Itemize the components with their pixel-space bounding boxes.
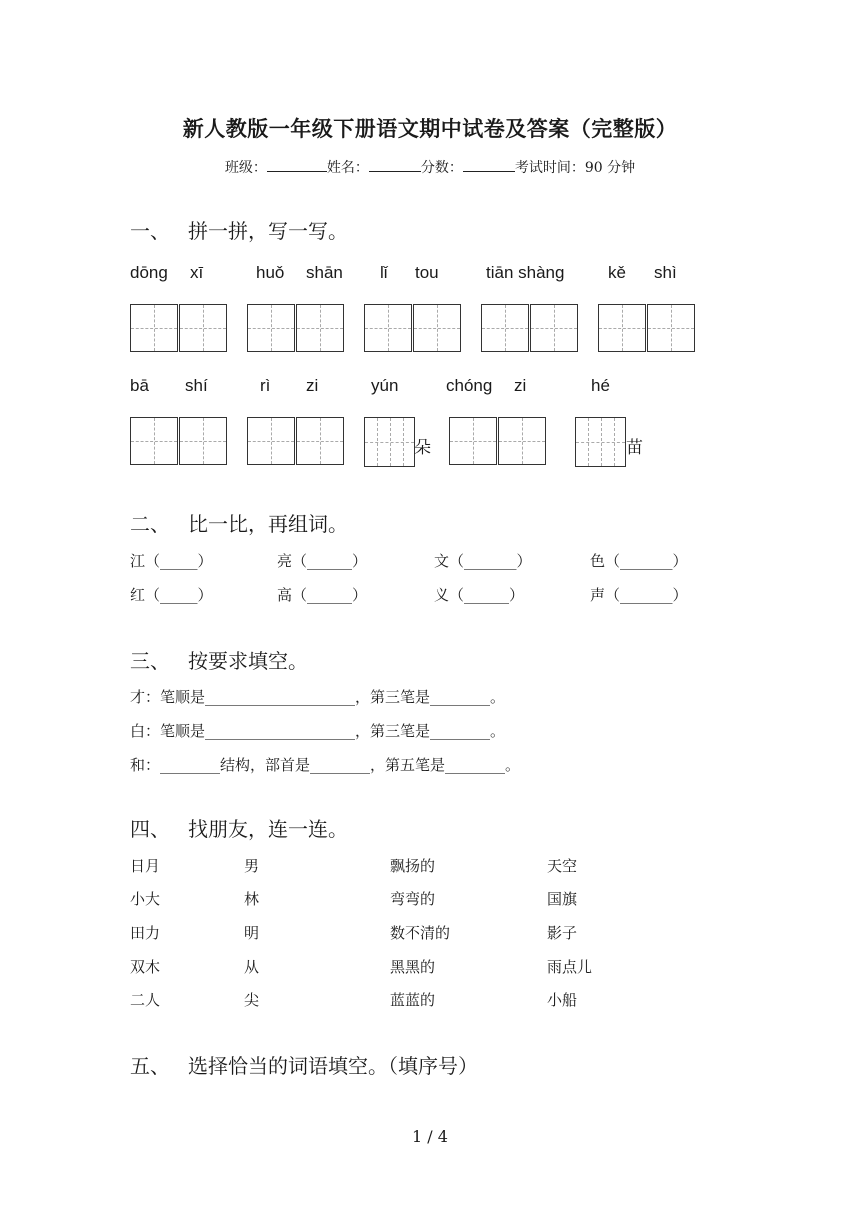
section-2-heading <box>130 508 348 537</box>
match-item[interactable]: 日月 <box>130 857 161 875</box>
match-item[interactable]: 弯弯的 <box>390 890 436 908</box>
pinyin: chóng <box>446 376 493 395</box>
pinyin: bā <box>130 376 149 395</box>
pinyin: shí <box>185 376 208 395</box>
pinyin: yún <box>371 376 399 395</box>
writing-box-pair[interactable] <box>364 304 464 354</box>
score-blank <box>463 157 515 172</box>
writing-box-pair[interactable] <box>449 417 549 467</box>
tianzige-box[interactable] <box>449 417 497 465</box>
match-item[interactable]: 黑黑的 <box>390 958 436 976</box>
match-item[interactable]: 小大 <box>130 890 161 908</box>
section-4-heading <box>130 813 348 842</box>
word-blank[interactable]: 色（_______） <box>590 552 688 570</box>
pinyin: huǒ <box>256 263 285 282</box>
tianzige-box[interactable] <box>130 304 178 352</box>
word-blank[interactable]: 红（_____） <box>130 586 213 604</box>
match-item[interactable]: 尖 <box>244 991 260 1009</box>
word-blank[interactable]: 亮（______） <box>277 552 368 570</box>
match-item[interactable]: 二人 <box>130 991 161 1009</box>
pinyin: shì <box>654 263 677 282</box>
name-label: 姓名： <box>326 160 369 176</box>
pinyin: shān <box>306 263 343 282</box>
section-1-heading <box>130 215 348 244</box>
match-item[interactable]: 蓝蓝的 <box>390 991 436 1009</box>
section-number: 四、 <box>130 817 170 841</box>
section-title: 拼一拼，写一写。 <box>188 219 348 243</box>
match-item[interactable]: 田力 <box>130 924 161 942</box>
pinyin: hé <box>591 376 610 395</box>
pinyin: kě <box>608 263 626 282</box>
writing-box-pair[interactable] <box>481 304 581 354</box>
tianzige-box[interactable] <box>481 304 529 352</box>
word-blank[interactable]: 义（______） <box>434 586 525 604</box>
match-item[interactable]: 男 <box>244 857 260 875</box>
match-item[interactable]: 飘扬的 <box>390 857 436 875</box>
section-5-heading <box>130 1050 478 1079</box>
section-number: 一、 <box>130 219 170 243</box>
pinyin: tiān shàng <box>486 263 565 282</box>
match-item[interactable]: 数不清的 <box>390 924 451 942</box>
section-number: 二、 <box>130 512 170 536</box>
tianzige-box[interactable] <box>296 304 344 352</box>
tianzige-box[interactable] <box>179 304 227 352</box>
match-item[interactable]: 国旗 <box>547 890 578 908</box>
given-character: 苗 <box>626 438 643 458</box>
fill-line[interactable]: 才：笔顺是____________________，第三笔是________。 <box>130 688 506 706</box>
pinyin: zi <box>514 376 527 395</box>
match-item[interactable]: 天空 <box>547 857 578 875</box>
section-number: 五、 <box>130 1054 170 1078</box>
writing-box-pair[interactable] <box>247 417 347 467</box>
section-title: 比一比，再组词。 <box>188 512 348 536</box>
word-blank[interactable]: 高（______） <box>277 586 368 604</box>
page-number: 1 / 4 <box>412 1127 448 1146</box>
pinyin: xī <box>190 263 204 282</box>
class-blank <box>267 157 327 172</box>
fill-line[interactable]: 和：________结构，部首是________，第五笔是________。 <box>130 756 521 774</box>
pinyin: rì <box>260 376 271 395</box>
given-character: 朵 <box>414 438 431 458</box>
section-number: 三、 <box>130 649 170 673</box>
tianzige-box[interactable] <box>647 304 695 352</box>
word-blank[interactable]: 文（_______） <box>434 552 532 570</box>
pinyin: dōng <box>130 263 168 282</box>
pinyin: tou <box>415 263 439 282</box>
tianzige-box[interactable] <box>598 304 646 352</box>
match-item[interactable]: 双木 <box>130 958 161 976</box>
tianzige-box[interactable] <box>498 417 546 465</box>
writing-box-pair[interactable] <box>130 304 230 354</box>
fill-line[interactable]: 白：笔顺是____________________，第三笔是________。 <box>130 722 506 740</box>
section-title: 选择恰当的词语填空。（填序号） <box>188 1054 478 1078</box>
page-title: 新人教版一年级下册语文期中试卷及答案（完整版） <box>182 116 678 141</box>
time-label: 考试时间：90 分钟 <box>514 160 636 176</box>
pinyin: zi <box>306 376 319 395</box>
tianzige-box[interactable] <box>130 417 178 465</box>
writing-box-pair[interactable] <box>598 304 698 354</box>
tianzige-box[interactable] <box>296 417 344 465</box>
tianzige-box[interactable] <box>179 417 227 465</box>
match-item[interactable]: 从 <box>244 958 260 976</box>
tianzige-box[interactable] <box>247 417 295 465</box>
match-item[interactable]: 明 <box>244 924 260 942</box>
match-item[interactable]: 影子 <box>547 924 578 942</box>
score-label: 分数： <box>420 160 463 176</box>
section-title: 找朋友，连一连。 <box>188 817 348 841</box>
tianzige-box[interactable] <box>530 304 578 352</box>
tianzige-box[interactable] <box>364 304 412 352</box>
tianzige-box[interactable] <box>413 304 461 352</box>
student-info-line <box>0 157 860 177</box>
tianzige-box[interactable] <box>575 417 626 467</box>
word-blank[interactable]: 声（_______） <box>590 586 688 604</box>
writing-box-pair[interactable] <box>130 417 230 467</box>
tianzige-box[interactable] <box>247 304 295 352</box>
class-label: 班级： <box>224 160 267 176</box>
tianzige-box[interactable] <box>364 417 415 467</box>
match-item[interactable]: 雨点儿 <box>547 958 593 976</box>
match-item[interactable]: 小船 <box>547 991 578 1009</box>
match-item[interactable]: 林 <box>244 890 260 908</box>
writing-box-pair[interactable] <box>247 304 347 354</box>
word-blank[interactable]: 江（_____） <box>130 552 213 570</box>
section-3-heading <box>130 645 308 674</box>
name-blank <box>369 157 421 172</box>
pinyin: lǐ <box>380 263 388 282</box>
section-title: 按要求填空。 <box>188 649 308 673</box>
